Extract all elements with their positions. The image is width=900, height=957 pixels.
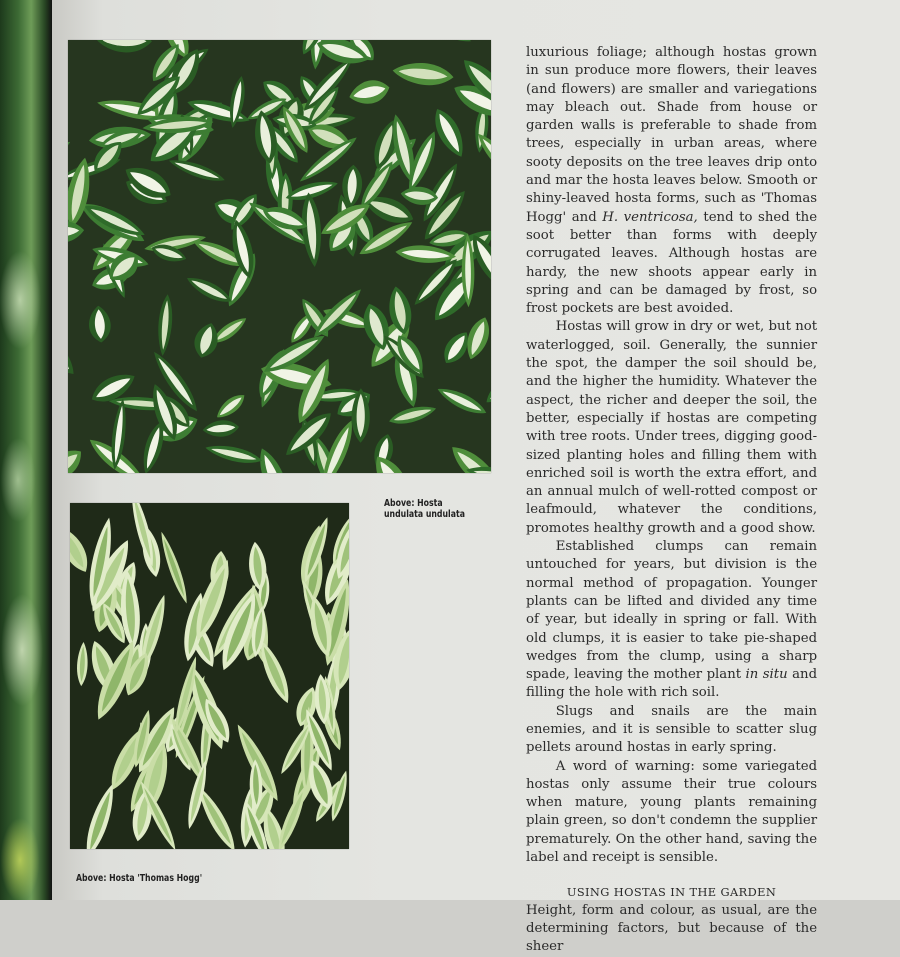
paragraph-3-end: and filling the hole with rich soil. [526, 667, 818, 701]
hosta-thomas-hogg-image [70, 503, 349, 849]
hosta-undulata-photo [68, 40, 491, 473]
paragraph-3 [526, 538, 817, 703]
hosta-thomas-hogg-photo [70, 503, 349, 849]
paragraph-3-italic: in situ [745, 667, 788, 683]
paragraph-1-end: tend to shed the soot better than forms with deeply corrugated leaves. Although hostas are hardy, the new shoots appear early in spring and can be damaged by frost, so frost pockets are best avoided. [526, 209, 818, 317]
paragraph-3-text: Established clumps can remain untouched for years, but division is the normal method of propagation. Younger plants can be lifted and divided any time of year, but ideally in spring or fall. With old clumps, it is easier to take pie-shaped wedges from the clump, using a sharp spade, leaving the mother plant [526, 539, 818, 683]
previous-page-edge [0, 0, 52, 900]
paragraph-1-text: luxurious foliage; although hostas grown in sun produce more flowers, their leaves (and flowers) are smaller and variegations may bleach out. Shade from house or garden walls is preferable to shade from trees, especially in urban areas, where sooty deposits on the tree leaves drip onto and mar the hosta leaves below. Smooth or shiny-leaved hosta forms, such as 'Thomas Hogg' and [526, 45, 818, 225]
paragraph-6: Height, form and colour, as usual, are the determining factors, but because of the sheer [526, 902, 818, 955]
paragraph-4: Slugs and snails are the main enemies, and it is sensible to scatter slug pellets around hostas in early spring. [526, 703, 818, 756]
paragraph-1 [526, 44, 817, 318]
paragraph-1-italic: H. ventricosa, [602, 209, 698, 225]
paragraph-2: Hostas will grow in dry or wet, but not waterlogged, soil. Generally, the sunnier the spot, the damper the soil should be, and the higher the humidity. Whatever the aspect, the richer and deeper the soil, the better, especially if hostas are competing with tree roots. Under trees, digging good-sized planting holes and filling them with enriched soil is worth the extra effort, and an annual mulch of well-rotted compost or leafmould, whatever the conditions, promotes healthy growth and a good show. [526, 319, 818, 536]
paragraph-5: A word of warning: some variegated hostas only assume their true colours when mature, young plants remaining plain green, so don't condemn the supplier prematurely. On the other hand, saving the label and receipt is sensible. [526, 758, 818, 866]
hosta-undulata-image [68, 40, 491, 473]
caption-hosta-undulata: Above: Hosta undulata undulata [384, 498, 465, 520]
body-text-column [526, 44, 817, 957]
section-heading: USING HOSTAS IN THE GARDEN [566, 885, 777, 900]
caption-hosta-thomas-hogg: Above: Hosta 'Thomas Hogg' [76, 873, 203, 884]
